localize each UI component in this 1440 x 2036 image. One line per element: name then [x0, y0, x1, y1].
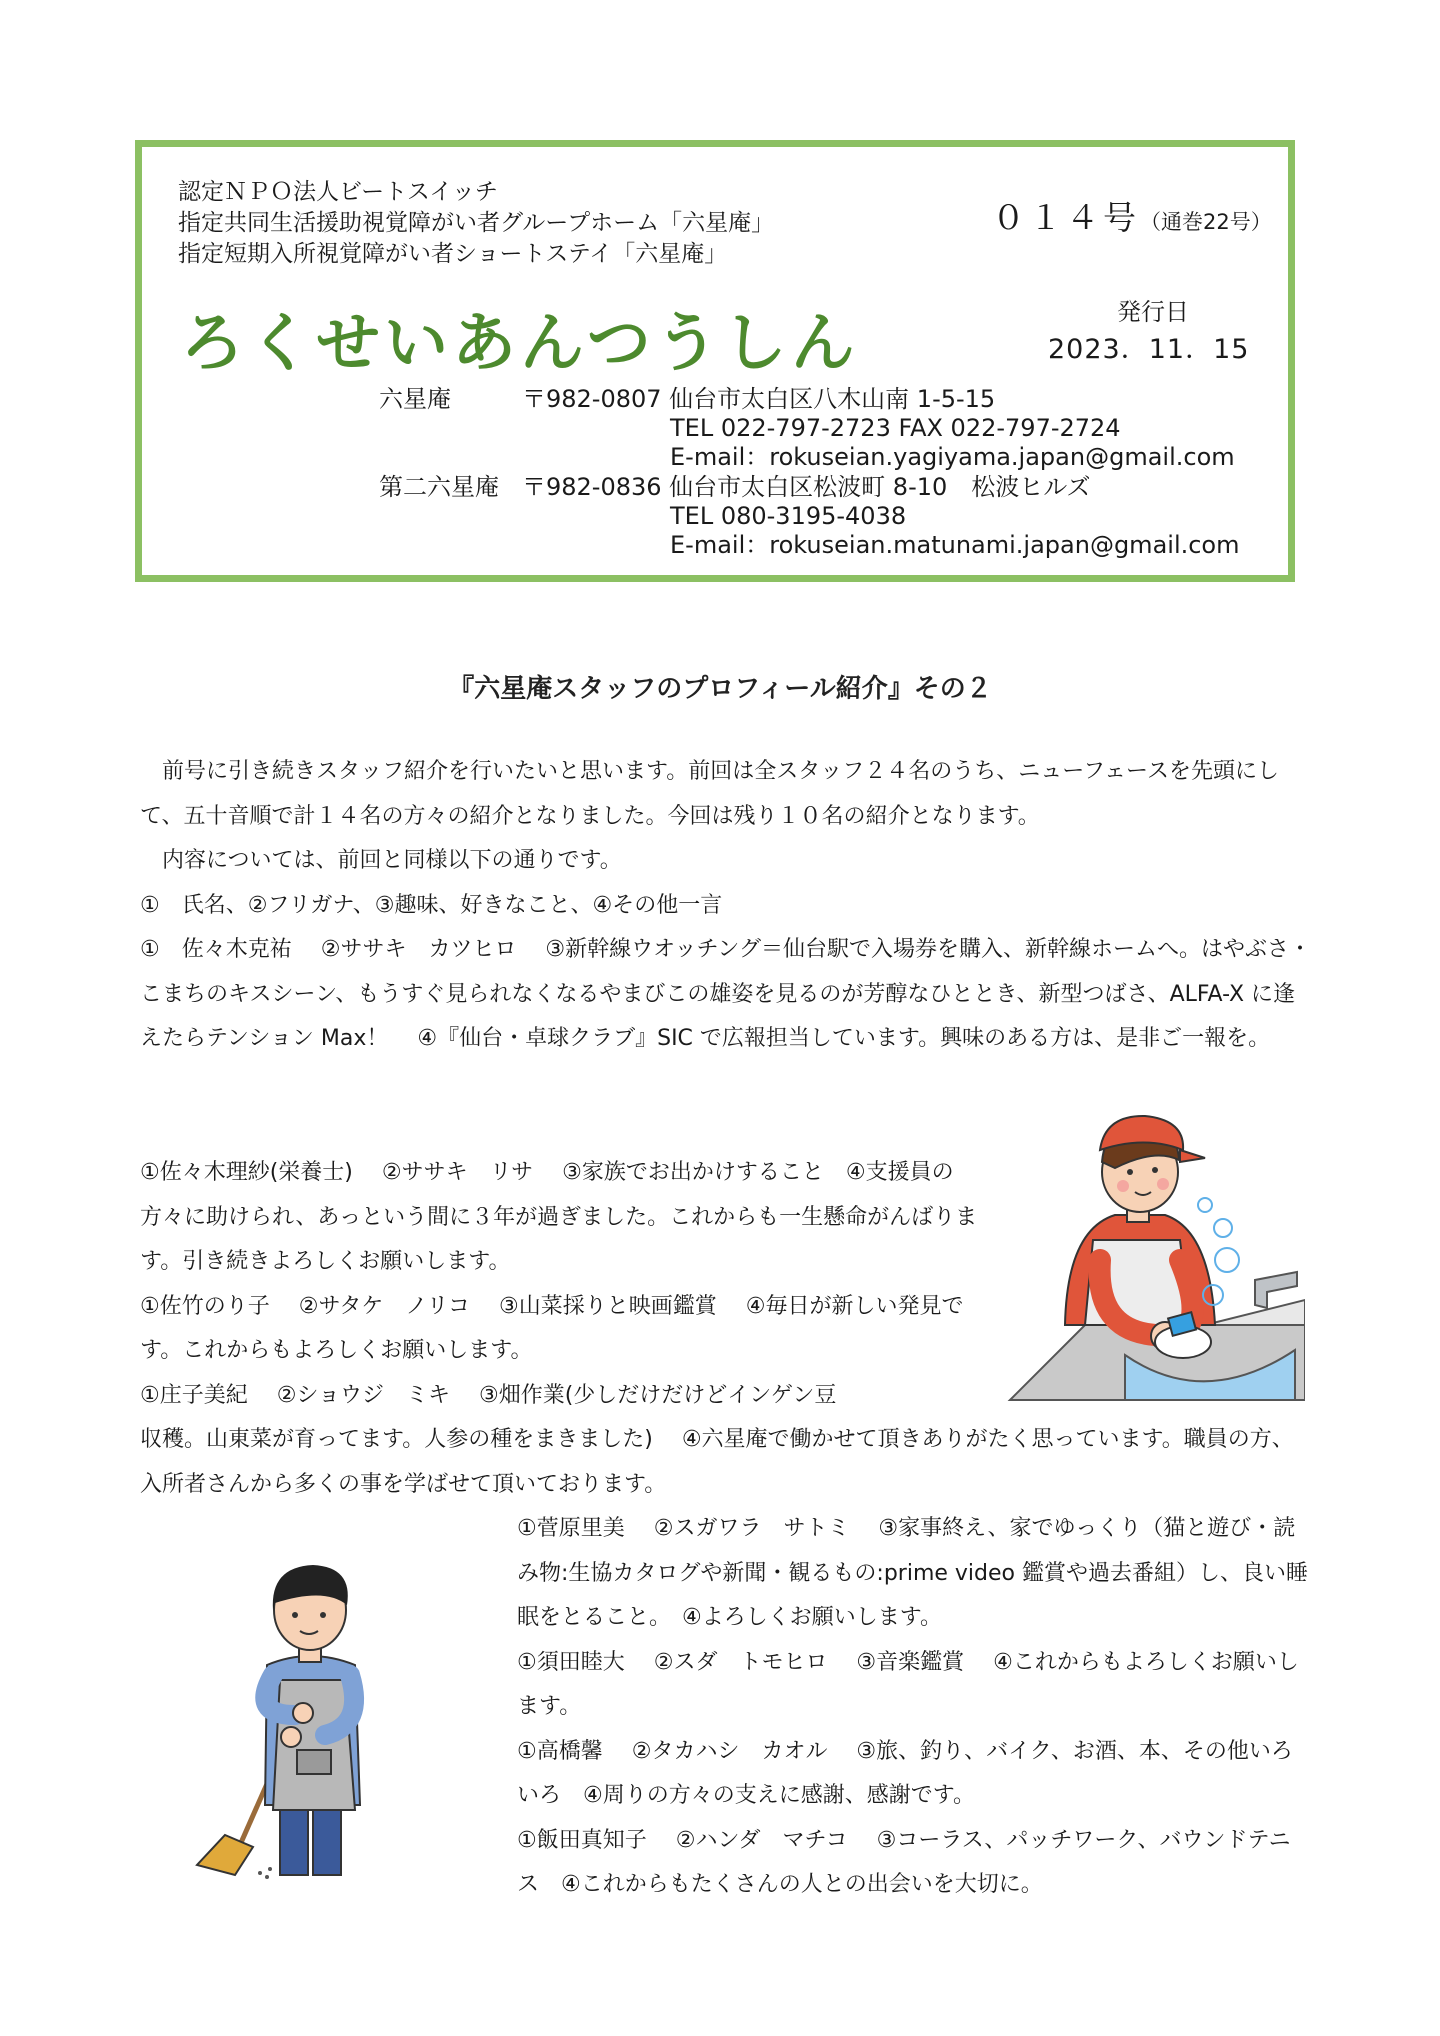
facility2-name: 第二六星庵 — [379, 473, 499, 501]
issue-number-value: ０１４号 — [992, 198, 1140, 237]
article-body-left — [140, 1151, 990, 1418]
staff-entry: ①庄子美紀 ②ショウジ ミキ ③畑作業(少しだけだけどインゲン豆 — [140, 1382, 837, 1408]
org-name: 認定ＮＰＯ法人ビートスイッチ — [178, 179, 498, 205]
facility2-tel: TEL 080-3195-4038 — [670, 502, 907, 530]
newsletter-title: ろくせいあんつうしん — [180, 307, 859, 381]
staff-entry: ①佐竹のり子 ②サタケ ノリコ ③山菜採りと映画鑑賞 ④毎日が新しい発見です。これからもよろしくお願いします。 — [140, 1293, 964, 1363]
staff-entry: ①飯田真知子 ②ハンダ マチコ ③コーラス、パッチワーク、バウンドテニス ④これからもたくさんの人との出会いを大切に。 — [517, 1827, 1291, 1897]
issue-number — [992, 192, 1272, 239]
staff-entry: ①須田睦大 ②スダ トモヒロ ③音楽鑑賞 ④これからもよろしくお願いします。 — [517, 1649, 1299, 1719]
facility1-name: 六星庵 — [379, 385, 451, 413]
org-grouphome: 指定共同生活援助視覚障がい者グループホーム「六星庵」 — [178, 210, 775, 236]
article-body-top — [140, 750, 1312, 1062]
org-shortstay: 指定短期入所視覚障がい者ショートステイ「六星庵」 — [178, 241, 728, 267]
publish-date: 2023．11．15 — [1048, 334, 1250, 365]
staff-entry-continued: 収穫。山東菜が育ってます。人参の種をまきました) ④六星庵で働かせて頂きありがたく思っています。職員の方、入所者さんから多くの事を学ばせて頂いております。 — [140, 1427, 1294, 1497]
facility2-address: 〒982-0836 仙台市太白区松波町 8-10 松波ヒルズ — [522, 473, 1091, 501]
staff-entry: ①佐々木理紗(栄養士) ②ササキ リサ ③家族でお出かけすること ④支援員の方々に助けられ、あっという間に３年が過ぎました。これからも一生懸命がんばります。引き続きよろしくお願いします。 — [140, 1160, 978, 1274]
article-body-right — [517, 1507, 1312, 1908]
facility1-tel-fax: TEL 022-797-2723 FAX 022-797-2724 — [670, 414, 1121, 442]
sweeping-staff-illustration — [195, 1555, 425, 1885]
intro-format-paragraph: 内容については、前回と同様以下の通りです。 — [140, 848, 622, 873]
facility2-email: E-mail：rokuseian.matunami.japan@gmail.com — [670, 531, 1240, 559]
staff-entry: ①菅原里美 ②スガワラ サトミ ③家事終え、家でゆっくり（猫と遊び・読み物:生協カタログや新聞・観るもの:prime video 鑑賞や過去番組）し、良い睡眠をとること。 ④よろしくお願いします。 — [517, 1516, 1308, 1630]
facility1-email: E-mail：rokuseian.yagiyama.japan@gmail.com — [670, 443, 1235, 471]
issue-volume: （通巻22号） — [1140, 210, 1272, 234]
article-title: 『六星庵スタッフのプロフィール紹介』その２ — [448, 674, 992, 704]
intro-paragraph: 前号に引き続きスタッフ紹介を行いたいと思います。前回は全スタッフ２４名のうち、ニューフェースを先頭にして、五十音順で計１４名の方々の紹介となりました。今回は残り１０名の紹介となります。 — [140, 759, 1279, 829]
article-body-middle — [140, 1418, 1312, 1507]
publish-label: 発行日 — [1117, 298, 1189, 326]
header-box — [135, 140, 1295, 582]
facility1-address: 〒982-0807 仙台市太白区八木山南 1-5-15 — [522, 385, 996, 413]
staff-entry: ①高橋馨 ②タカハシ カオル ③旅、釣り、バイク、お酒、本、その他いろいろ ④周りの方々の支えに感謝、感謝です。 — [517, 1738, 1293, 1808]
legend-line: ① 氏名、②フリガナ、③趣味、好きなこと、④その他一言 — [140, 892, 723, 918]
staff-entry: ① 佐々木克祐 ②ササキ カツヒロ ③新幹線ウオッチング＝仙台駅で入場券を購入、新幹線ホームへ。はやぶさ・こまちのキスシーン、もうすぐ見られなくなるやまびこの雄姿を見るのが芳醇なひととき、新型つばさ、ALFA-X に逢えたらテンション Max！ ④『仙台・卓球クラブ』SIC で広報担当しています。興味のある方は、是非ご一報を。 — [140, 937, 1311, 1051]
dishwashing-staff-illustration — [1005, 1110, 1305, 1410]
